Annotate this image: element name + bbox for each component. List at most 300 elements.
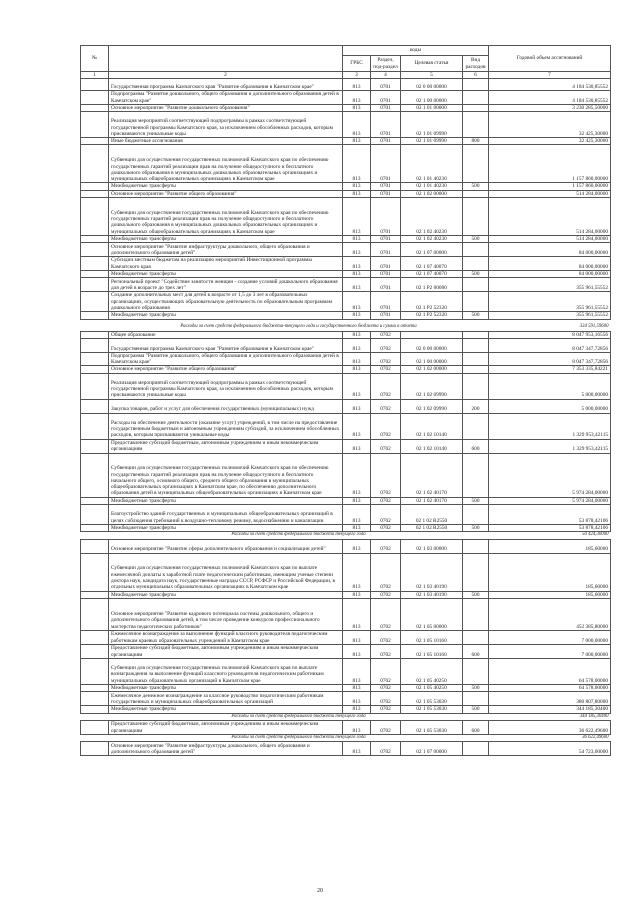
row-sum: 514 284,00000: [489, 236, 611, 243]
row-grbs: 813: [343, 236, 371, 243]
row-name: Межбюджетные трансферты: [109, 706, 343, 713]
row-grbs: 813: [343, 720, 371, 734]
row-target-article: 02 1 05 40250: [401, 684, 463, 691]
federal-note-row: [81, 713, 611, 720]
row-name: Подпрограмма "Развитие дошкольного, общего образования и дополнительного образования детей в Камчатском крае": [109, 91, 343, 105]
colnum-2: 2: [109, 72, 343, 79]
row-grbs: 813: [343, 183, 371, 190]
row-sum: 3 230 285,50000: [489, 104, 611, 111]
row-sum: 54 723,00000: [489, 742, 611, 756]
row-num-cell: [81, 630, 109, 644]
row-razdel: 0702: [371, 525, 401, 532]
row-expense-type: 500: [463, 706, 489, 713]
row-razdel: 0702: [371, 497, 401, 504]
row-expense-type: [463, 630, 489, 644]
row-target-article: 02 1 07 40070: [401, 257, 463, 271]
row-sum: 452 385,80000: [489, 598, 611, 630]
row-grbs: 813: [343, 505, 371, 525]
row-grbs: 813: [343, 413, 371, 439]
row-razdel: 0702: [371, 505, 401, 525]
row-num-cell: [81, 112, 109, 138]
row-expense-type: [463, 104, 489, 111]
row-target-article: 02 1 02 10140: [401, 439, 463, 453]
row-target-article: 02 1 P2 52320: [401, 312, 463, 319]
row-razdel: 0701: [371, 91, 401, 105]
row-razdel: 0702: [371, 706, 401, 713]
row-target-article: 02 1 01 00000: [401, 104, 463, 111]
row-target-article: 02 1 02 R2550: [401, 525, 463, 532]
row-grbs: 813: [343, 684, 371, 691]
row-sum: 5 974 284,00000: [489, 453, 611, 497]
row-razdel: 0701: [371, 145, 401, 183]
row-name: Межбюджетные трансферты: [109, 183, 343, 190]
row-sum: 1 329 953,42115: [489, 413, 611, 439]
row-expense-type: [463, 366, 489, 373]
row-name: Региональный проект "Содействие занятости женщин - создание условий дошкольного образования для детей в возрасте до трех лет": [109, 278, 343, 292]
table-row: [81, 270, 611, 277]
row-name: Предоставление субсидий бюджетным, автономным учреждениям и иным некоммерческим организациям: [109, 644, 343, 658]
table-row: [81, 453, 611, 497]
row-expense-type: [463, 79, 489, 91]
table-row: [81, 236, 611, 243]
row-razdel: 0702: [371, 539, 401, 553]
colnum-4: 4: [371, 72, 401, 79]
row-razdel: 0702: [371, 658, 401, 684]
row-expense-type: [463, 198, 489, 236]
row-num-cell: [81, 366, 109, 373]
row-name: Реализация мероприятий соответствующей подпрограммы в рамках соответствующей государственной программы Камчатского края, за исключением обособленных расходов, которым присваиваются уникальные коды: [109, 373, 343, 399]
row-target-article: 02 1 05 53030: [401, 720, 463, 734]
row-razdel: 0702: [371, 644, 401, 658]
row-target-article: 02 1 02 00000: [401, 366, 463, 373]
row-expense-type: 500: [463, 312, 489, 319]
row-num-cell: [81, 270, 109, 277]
row-num-cell: [81, 742, 109, 756]
row-razdel: 0702: [371, 338, 401, 352]
federal-note-sum: 344 185,30400: [489, 713, 611, 720]
row-sum: 84 000,00000: [489, 270, 611, 277]
row-name: Общее образование: [109, 331, 343, 338]
row-num-cell: [81, 439, 109, 453]
row-name: Межбюджетные трансферты: [109, 497, 343, 504]
row-expense-type: 600: [463, 644, 489, 658]
row-sum: 514 284,00000: [489, 190, 611, 197]
colnum-1: 1: [81, 72, 109, 79]
row-name: Межбюджетные трансферты: [109, 525, 343, 532]
row-num-cell: [81, 145, 109, 183]
row-num-cell: [81, 713, 109, 720]
row-sum: 84 000,00000: [489, 257, 611, 271]
row-grbs: 813: [343, 553, 371, 591]
row-sum: 1 157 860,00000: [489, 183, 611, 190]
table-row: [81, 598, 611, 630]
row-num-cell: [81, 319, 109, 331]
table-row: [81, 183, 611, 190]
row-expense-type: [463, 692, 489, 706]
row-sum: 4 184 530,85552: [489, 91, 611, 105]
row-target-article: 02 1 01 09990: [401, 112, 463, 138]
row-name: Предоставление субсидий бюджетным, автономным учреждениям и иным некоммерческим организациям: [109, 439, 343, 453]
table-row: [81, 145, 611, 183]
row-grbs: 813: [343, 644, 371, 658]
row-sum: 53 878,42106: [489, 525, 611, 532]
row-name: Межбюджетные трансферты: [109, 591, 343, 598]
row-razdel: 0701: [371, 292, 401, 312]
row-target-article: 02 1 01 09990: [401, 138, 463, 145]
row-expense-type: 600: [463, 439, 489, 453]
table-row: [81, 312, 611, 319]
row-expense-type: 600: [463, 720, 489, 734]
row-target-article: 02 1 07 00000: [401, 742, 463, 756]
row-razdel: 0701: [371, 104, 401, 111]
row-grbs: 813: [343, 138, 371, 145]
row-target-article: 02 1 02 40230: [401, 198, 463, 236]
row-razdel: 0701: [371, 198, 401, 236]
row-sum: 355 961,55552: [489, 278, 611, 292]
row-name: Межбюджетные трансферты: [109, 684, 343, 691]
row-name: Субвенции для осуществления государственных полномочий Камчатского края по обеспечению государственных гарантий реализации прав на получение общедоступного и бесплатного дошкольного образования в муниципальных дошкольных образовательных организациях и муниципальных общеобразовательных организациях в Камчатском крае: [109, 145, 343, 183]
federal-note-sum: 334 591,59600: [489, 319, 611, 331]
row-grbs: 813: [343, 278, 371, 292]
row-razdel: 0701: [371, 183, 401, 190]
row-sum: 5 974 284,00000: [489, 497, 611, 504]
row-expense-type: 200: [463, 399, 489, 413]
row-expense-type: [463, 338, 489, 352]
header-name: [109, 46, 343, 72]
row-target-article: 02 1 05 10160: [401, 644, 463, 658]
row-name: Ежемесячное вознаграждение за выполнение функций классного руководителя педагогическим работникам краевых образовательных учреждений в Камчатском крае: [109, 630, 343, 644]
row-num-cell: [81, 373, 109, 399]
row-expense-type: [463, 658, 489, 684]
row-razdel: 0701: [371, 138, 401, 145]
row-expense-type: [463, 539, 489, 553]
row-grbs: 813: [343, 706, 371, 713]
federal-note-text: Расходы за счет средств федерального бюджета-текущего года и государственного бюджета и сумма в отчета: [109, 319, 489, 331]
row-target-article: 02 1 P2 52320: [401, 292, 463, 312]
row-expense-type: [463, 112, 489, 138]
row-name: Государственная программа Камчатского края "Развитие образования в Камчатском крае": [109, 79, 343, 91]
table-row: [81, 331, 611, 338]
row-num-cell: [81, 539, 109, 553]
row-sum: 32 425,30000: [489, 112, 611, 138]
colnum-7: 7: [489, 72, 611, 79]
row-name: Благоустройство зданий государственных и муниципальных общеобразовательных организаций в целях соблюдения требований к воздушно-тепловому режиму, водоснабжению и канализации: [109, 505, 343, 525]
row-sum: 64 578,00000: [489, 684, 611, 691]
header-vid: Вид расходов: [463, 56, 489, 72]
table-row: [81, 591, 611, 598]
row-expense-type: 500: [463, 270, 489, 277]
row-target-article: 02 1 P2 00000: [401, 278, 463, 292]
row-grbs: 813: [343, 591, 371, 598]
row-target-article: [401, 331, 463, 338]
table-row: [81, 497, 611, 504]
federal-note-row: [81, 319, 611, 331]
table-row: [81, 243, 611, 257]
row-razdel: 0702: [371, 720, 401, 734]
row-grbs: 813: [343, 525, 371, 532]
table-row: [81, 352, 611, 366]
row-sum: 53 878,42106: [489, 505, 611, 525]
row-num-cell: [81, 91, 109, 105]
federal-note-text: Расходы за счет средств федерального бюджета текущего года: [109, 532, 489, 539]
row-expense-type: 500: [463, 497, 489, 504]
header-razdel: Раздел, под-раздел: [371, 56, 401, 72]
row-razdel: 0702: [371, 366, 401, 373]
row-name: Предоставление субсидий бюджетным, автономным учреждениям и иным некоммерческим организациям: [109, 720, 343, 734]
row-grbs: 813: [343, 79, 371, 91]
row-expense-type: [463, 91, 489, 105]
row-target-article: 02 1 02 00000: [401, 190, 463, 197]
header-num: №: [81, 46, 109, 72]
row-num-cell: [81, 138, 109, 145]
row-expense-type: [463, 243, 489, 257]
table-row: [81, 91, 611, 105]
row-name: Субвенции для осуществления государственных полномочий Камчатского края по обеспечению государственных гарантий реализации прав на получение общедоступного и бесплатного дошкольного образования в муниципальных дошкольных образовательных организациях и муниципальных общеобразовательных организациях в Камчатском крае: [109, 198, 343, 236]
table-row: [81, 278, 611, 292]
row-razdel: 0702: [371, 630, 401, 644]
row-expense-type: [463, 352, 489, 366]
table-row: [81, 292, 611, 312]
table-row: [81, 338, 611, 352]
table-row: [81, 413, 611, 439]
row-grbs: 813: [343, 104, 371, 111]
row-num-cell: [81, 553, 109, 591]
row-target-article: 02 0 00 00000: [401, 79, 463, 91]
row-num-cell: [81, 532, 109, 539]
row-target-article: 02 1 03 40190: [401, 591, 463, 598]
row-num-cell: [81, 79, 109, 91]
federal-note-sum: 50 424,30000: [489, 532, 611, 539]
row-num-cell: [81, 399, 109, 413]
header-kody: коды: [343, 46, 489, 56]
row-target-article: 02 1 03 00000: [401, 539, 463, 553]
row-num-cell: [81, 720, 109, 734]
row-grbs: 813: [343, 292, 371, 312]
colnum-6: 6: [463, 72, 489, 79]
row-sum: 4 184 530,85552: [489, 79, 611, 91]
row-sum: 185,60000: [489, 539, 611, 553]
row-grbs: 813: [343, 453, 371, 497]
row-sum: 36 622,49600: [489, 720, 611, 734]
row-expense-type: 500: [463, 183, 489, 190]
row-num-cell: [81, 505, 109, 525]
table-row: [81, 658, 611, 684]
row-name: Субвенции для осуществления государственных полномочий Камчатского края по обеспечению государственных гарантий реализации прав на получение общедоступного и бесплатного начального общего, основного общего, среднего общего образования в муниципальных общеобразовательных организациях в Камчатском крае, по обеспечению дополнительного образования детей в муниципальных общеобразовательных организациях в Камчатском крае: [109, 453, 343, 497]
row-sum: 185,60000: [489, 591, 611, 598]
row-target-article: 02 1 02 09990: [401, 399, 463, 413]
row-target-article: 02 1 02 40230: [401, 236, 463, 243]
row-razdel: 0702: [371, 591, 401, 598]
row-num-cell: [81, 352, 109, 366]
table-row: [81, 198, 611, 236]
row-num-cell: [81, 658, 109, 684]
row-target-article: 02 1 05 40250: [401, 658, 463, 684]
row-grbs: 813: [343, 742, 371, 756]
row-target-article: 02 1 02 R2550: [401, 505, 463, 525]
row-name: Основное мероприятие "Развитие сферы дополнительного образования и социализации детей": [109, 539, 343, 553]
row-sum: 380 807,80000: [489, 692, 611, 706]
table-row: [81, 644, 611, 658]
row-grbs: 813: [343, 190, 371, 197]
row-sum: 185,60000: [489, 553, 611, 591]
row-sum: 7 000,00000: [489, 630, 611, 644]
row-expense-type: [463, 145, 489, 183]
row-name: Межбюджетные трансферты: [109, 312, 343, 319]
row-razdel: 0702: [371, 373, 401, 399]
table-row: [81, 505, 611, 525]
page-number: 20: [317, 888, 323, 894]
row-target-article: 02 1 05 53030: [401, 706, 463, 713]
row-sum: 5 000,00000: [489, 373, 611, 399]
row-target-article: 02 1 02 09990: [401, 373, 463, 399]
row-expense-type: 500: [463, 236, 489, 243]
row-expense-type: [463, 598, 489, 630]
row-num-cell: [81, 525, 109, 532]
table-row: [81, 539, 611, 553]
row-name: Межбюджетные трансферты: [109, 236, 343, 243]
header-summa: Годовой объем ассигнований: [489, 46, 611, 72]
row-num-cell: [81, 183, 109, 190]
row-target-article: 02 1 00 00000: [401, 352, 463, 366]
table-row: [81, 138, 611, 145]
row-target-article: 02 1 00 00000: [401, 91, 463, 105]
row-grbs: 813: [343, 198, 371, 236]
row-razdel: 0702: [371, 742, 401, 756]
row-name: Субвенции для осуществления государственных полномочий Камчатского края по выплате ежемесячной доплаты к заработной плате педагогическим работникам, имеющим ученые степени доктора наук, кандидата наук, государственные награды СССР, РСФСР и Российской Федерации, в отдельных муниципальных образовательных организациях в Камчатском крае: [109, 553, 343, 591]
row-expense-type: [463, 505, 489, 525]
row-name: Ежемесячное денежное вознаграждение за классное руководство педагогическим работникам государственных и муниципальных общеобразовательных организаций: [109, 692, 343, 706]
row-grbs: 813: [343, 373, 371, 399]
row-target-article: 02 1 02 10140: [401, 413, 463, 439]
row-target-article: 02 1 02 40170: [401, 497, 463, 504]
row-target-article: 02 1 07 40070: [401, 270, 463, 277]
federal-note-sum: 36 622,49600: [489, 734, 611, 741]
table-header: [81, 46, 611, 79]
row-num-cell: [81, 706, 109, 713]
row-name: Субсидии местным бюджетам на реализацию мероприятий Инвестиционной программы Камчатского края: [109, 257, 343, 271]
row-razdel: 0702: [371, 692, 401, 706]
row-num-cell: [81, 312, 109, 319]
row-name: Основное мероприятие "Развитие инфраструктуры дошкольного, общего образования и дополнительного образования детей": [109, 742, 343, 756]
row-razdel: 0702: [371, 352, 401, 366]
row-razdel: 0702: [371, 399, 401, 413]
table-row: [81, 112, 611, 138]
row-num-cell: [81, 198, 109, 236]
row-name: Субвенции для осуществления государственных полномочий Камчатского края по выплате вознаграждения за выполнение функций классного руководителя педагогическим работникам муниципальных образовательных организаций в Камчатском крае: [109, 658, 343, 684]
row-expense-type: [463, 292, 489, 312]
row-expense-type: 500: [463, 591, 489, 598]
row-grbs: 813: [343, 692, 371, 706]
row-expense-type: [463, 373, 489, 399]
row-grbs: 813: [343, 270, 371, 277]
row-num-cell: [81, 243, 109, 257]
table-row: [81, 439, 611, 453]
row-name: Основное мероприятие "Развитие кадрового потенциала системы дошкольного, общего и дополнительного образования детей, в том числе проведение конкурсов профессионального мастерства педагогических работников": [109, 598, 343, 630]
row-target-article: 02 1 05 53030: [401, 692, 463, 706]
row-sum: 8 047 953,16556: [489, 331, 611, 338]
table-row: [81, 525, 611, 532]
row-name: Основное мероприятие "Развитие инфраструктуры дошкольного, общего образования и дополнительного образования детей": [109, 243, 343, 257]
row-sum: 1 329 953,42115: [489, 439, 611, 453]
row-sum: 7 353 335,84221: [489, 366, 611, 373]
table-row: [81, 630, 611, 644]
row-razdel: 0701: [371, 112, 401, 138]
row-expense-type: 800: [463, 138, 489, 145]
row-num-cell: [81, 331, 109, 338]
federal-note-text: Расходы за счет средств федерального бюджета текущего года: [109, 734, 489, 741]
row-sum: 32 425,30000: [489, 138, 611, 145]
row-name: Межбюджетные трансферты: [109, 270, 343, 277]
row-razdel: 0701: [371, 79, 401, 91]
row-expense-type: [463, 742, 489, 756]
table-row: [81, 366, 611, 373]
row-target-article: 02 1 02 40170: [401, 453, 463, 497]
budget-table: [80, 45, 611, 756]
row-razdel: 0701: [371, 236, 401, 243]
row-razdel: 0702: [371, 553, 401, 591]
row-num-cell: [81, 497, 109, 504]
row-num-cell: [81, 236, 109, 243]
row-target-article: 02 1 01 40230: [401, 183, 463, 190]
row-num-cell: [81, 257, 109, 271]
colnum-5: 5: [401, 72, 463, 79]
row-target-article: 02 1 07 00000: [401, 243, 463, 257]
row-sum: 355 961,55552: [489, 292, 611, 312]
row-name: Государственная программа Камчатского края "Развитие образования в Камчатском крае": [109, 338, 343, 352]
row-grbs: 813: [343, 658, 371, 684]
table-row: [81, 720, 611, 734]
row-num-cell: [81, 598, 109, 630]
federal-note-row: [81, 532, 611, 539]
row-num-cell: [81, 684, 109, 691]
row-num-cell: [81, 692, 109, 706]
row-grbs: 813: [343, 539, 371, 553]
row-grbs: 813: [343, 338, 371, 352]
row-sum: 64 578,00000: [489, 658, 611, 684]
row-grbs: 813: [343, 112, 371, 138]
row-expense-type: [463, 453, 489, 497]
row-num-cell: [81, 338, 109, 352]
row-name: Основное мероприятие "Развитие дошкольного образования": [109, 104, 343, 111]
row-razdel: 0701: [371, 312, 401, 319]
federal-note-row: [81, 734, 611, 741]
table-row: [81, 373, 611, 399]
row-num-cell: [81, 591, 109, 598]
header-grbs: ГРБС: [343, 56, 371, 72]
header-tselevaya: Целевая статья: [401, 56, 463, 72]
row-razdel: 0702: [371, 331, 401, 338]
row-razdel: 0701: [371, 243, 401, 257]
table-row: [81, 706, 611, 713]
row-sum: 84 000,00000: [489, 243, 611, 257]
row-expense-type: [463, 257, 489, 271]
table-row: [81, 190, 611, 197]
row-sum: 344 185,30400: [489, 706, 611, 713]
table-row: [81, 257, 611, 271]
row-razdel: 0702: [371, 439, 401, 453]
row-sum: 1 157 860,00000: [489, 145, 611, 183]
table-row: [81, 553, 611, 591]
row-target-article: 02 1 05 10160: [401, 630, 463, 644]
row-name: Создание дополнительных мест для детей в возрасте от 1,5 до 3 лет в образовательных организациях, осуществляющих образовательную деятельность по образовательным программам дошкольного образования: [109, 292, 343, 312]
row-num-cell: [81, 453, 109, 497]
row-razdel: 0702: [371, 598, 401, 630]
row-num-cell: [81, 644, 109, 658]
row-expense-type: 500: [463, 684, 489, 691]
table-row: [81, 684, 611, 691]
row-grbs: 813: [343, 630, 371, 644]
table-body: [81, 79, 611, 756]
